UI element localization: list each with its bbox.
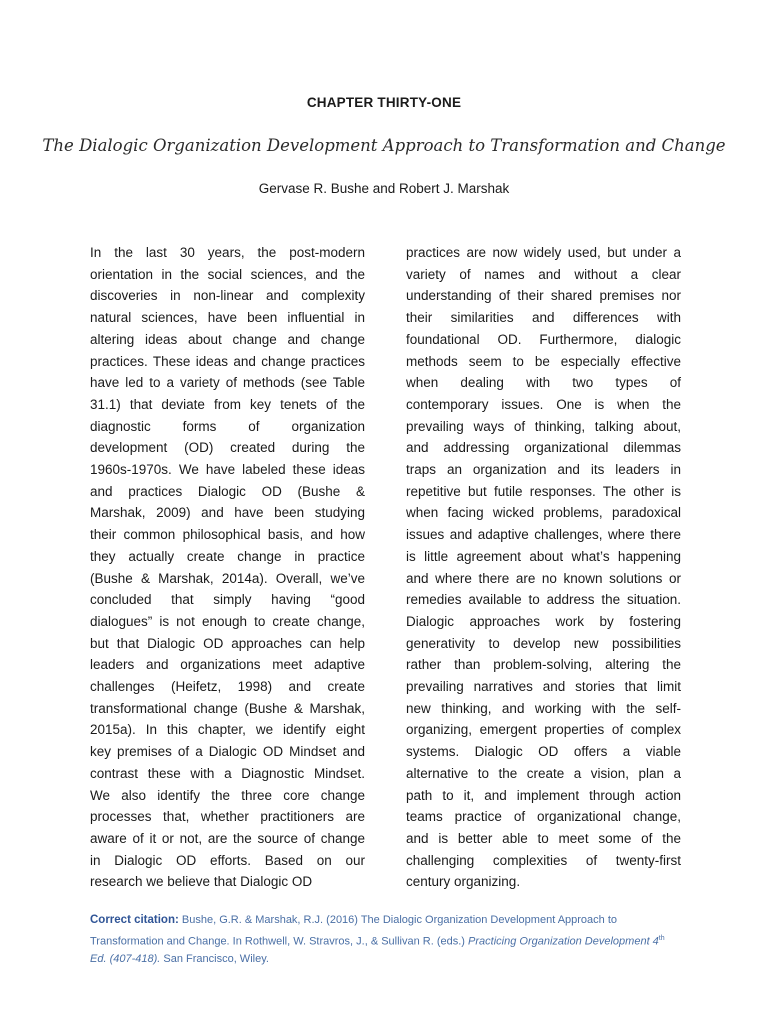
text-line: practices. These ideas and change practices [90,353,365,369]
text-line: they actually create change in practice [90,548,365,564]
text-line: path to it, and implement through action [406,787,681,803]
citation-publisher: San Francisco, Wiley. [163,952,269,965]
text-line: traps an organization and its leaders in [406,462,681,478]
text-line: repetitive but futile responses. The other is [406,483,681,499]
text-line: and practices Dialogic OD (Bushe & [90,483,365,499]
text-line: development (OD) created during the [90,440,365,456]
citation-book-title: Practicing Organization Development 4 [468,935,659,948]
text-line: have led to a variety of methods (see Table [90,375,365,391]
text-line: 2015a). In this chapter, we identify eight [90,722,365,738]
text-line: natural sciences, have been influential in [90,310,365,326]
text-line: in Dialogic OD efforts. Based on our [90,852,365,868]
text-line: leaders and organizations meet adaptive [90,657,365,673]
text-line: (Bushe & Marshak, 2014a). Overall, we’ve [90,570,365,586]
text-line: dialogues” is not enough to create change, [90,613,365,629]
text-line: rather than problem-solving, altering the [406,657,681,673]
text-line: systems. Dialogic OD offers a viable [406,744,681,760]
text-line: and where there are no known solutions or [406,570,681,586]
text-line: Dialogic approaches work by fostering [406,613,681,629]
text-line: variety of names and without a clear [406,266,681,282]
citation-text-1: Bushe, G.R. & Marshak, R.J. (2016) The Dialogic Organization Development Approach to [181,914,618,926]
text-line: when facing wicked problems, paradoxical [406,505,681,521]
text-line: generativity to develop new possibilities [406,635,681,651]
citation-edition-pages: Ed. (407-418). [90,952,161,965]
text-line: practices are now widely used, but under a [406,245,681,260]
text-line: methods seem to be especially effective [406,353,681,369]
text-line: alternative to the create a vision, plan a [406,765,681,781]
citation-label: Correct citation: [90,914,179,926]
text-line: when dealing with two types of [406,375,681,391]
text-line: discoveries in non-linear and complexity [90,288,365,304]
text-line: is little agreement about what’s happening [406,548,681,564]
text-line: issues and adaptive challenges, where there [406,527,681,543]
text-line: key premises of a Dialogic OD Mindset and [90,744,365,760]
text-line: challenges (Heifetz, 1998) and create [90,679,365,695]
citation-superscript: th [658,934,665,942]
text-line: prevailing ways of thinking, talking about, [406,418,681,434]
right-column [406,242,681,893]
text-line: We also identify the three core change [90,787,365,803]
text-line: In the last 30 years, the post-modern [90,245,365,260]
text-line: but that Dialogic OD approaches can help [90,635,365,651]
text-line: new thinking, and working with the self- [406,700,681,716]
text-line: 31.1) that deviate from key tenets of the [90,396,365,412]
text-line: orientation in the social sciences, and the [90,266,365,282]
text-line: and is better able to meet some of the [406,830,681,846]
text-line: Marshak, 2009) and have been studying [90,505,365,521]
text-line: processes that, whether practitioners are [90,809,365,825]
text-line: their similarities and differences with [406,310,681,326]
text-line: diagnostic forms of organization [90,418,365,434]
citation [90,912,690,968]
text-line: teams practice of organizational change, [406,809,681,825]
text-line: organizing, emergent properties of complex [406,722,681,738]
text-line: transformational change (Bushe & Marshak, [90,700,365,716]
text-line: prevailing narratives and stories that limit [406,679,681,695]
chapter-label: CHAPTER THIRTY-ONE [306,95,462,110]
text-line: contrast these with a Diagnostic Mindset. [90,765,365,781]
text-line: their common philosophical basis, and how [90,527,365,543]
authors: Gervase R. Bushe and Robert J. Marshak [258,181,510,196]
text-line: century organizing. [406,874,521,890]
left-column [90,242,365,893]
text-line: research we believe that Dialogic OD [90,874,313,890]
chapter-title: The Dialogic Organization Development Approach to Transformation and Change [42,136,726,155]
text-line: understanding of their shared premises nor [406,288,681,304]
text-line: concluded that simply having “good [90,592,365,608]
text-line: and addressing organizational dilemmas [406,440,681,456]
text-line: aware of it or not, are the source of change [90,830,365,846]
text-line: contemporary issues. One is when the [406,396,681,412]
citation-text-2: Transformation and Change. In Rothwell, W. Stravros, J., & Sullivan R. (eds.) [90,935,465,948]
text-line: altering ideas about change and change [90,331,365,347]
text-line: challenging complexities of twenty-first [406,852,681,868]
text-line: 1960s-1970s. We have labeled these ideas [90,462,365,478]
text-line: remedies available to address the situation. [406,592,681,608]
text-line: foundational OD. Furthermore, dialogic [406,331,681,347]
